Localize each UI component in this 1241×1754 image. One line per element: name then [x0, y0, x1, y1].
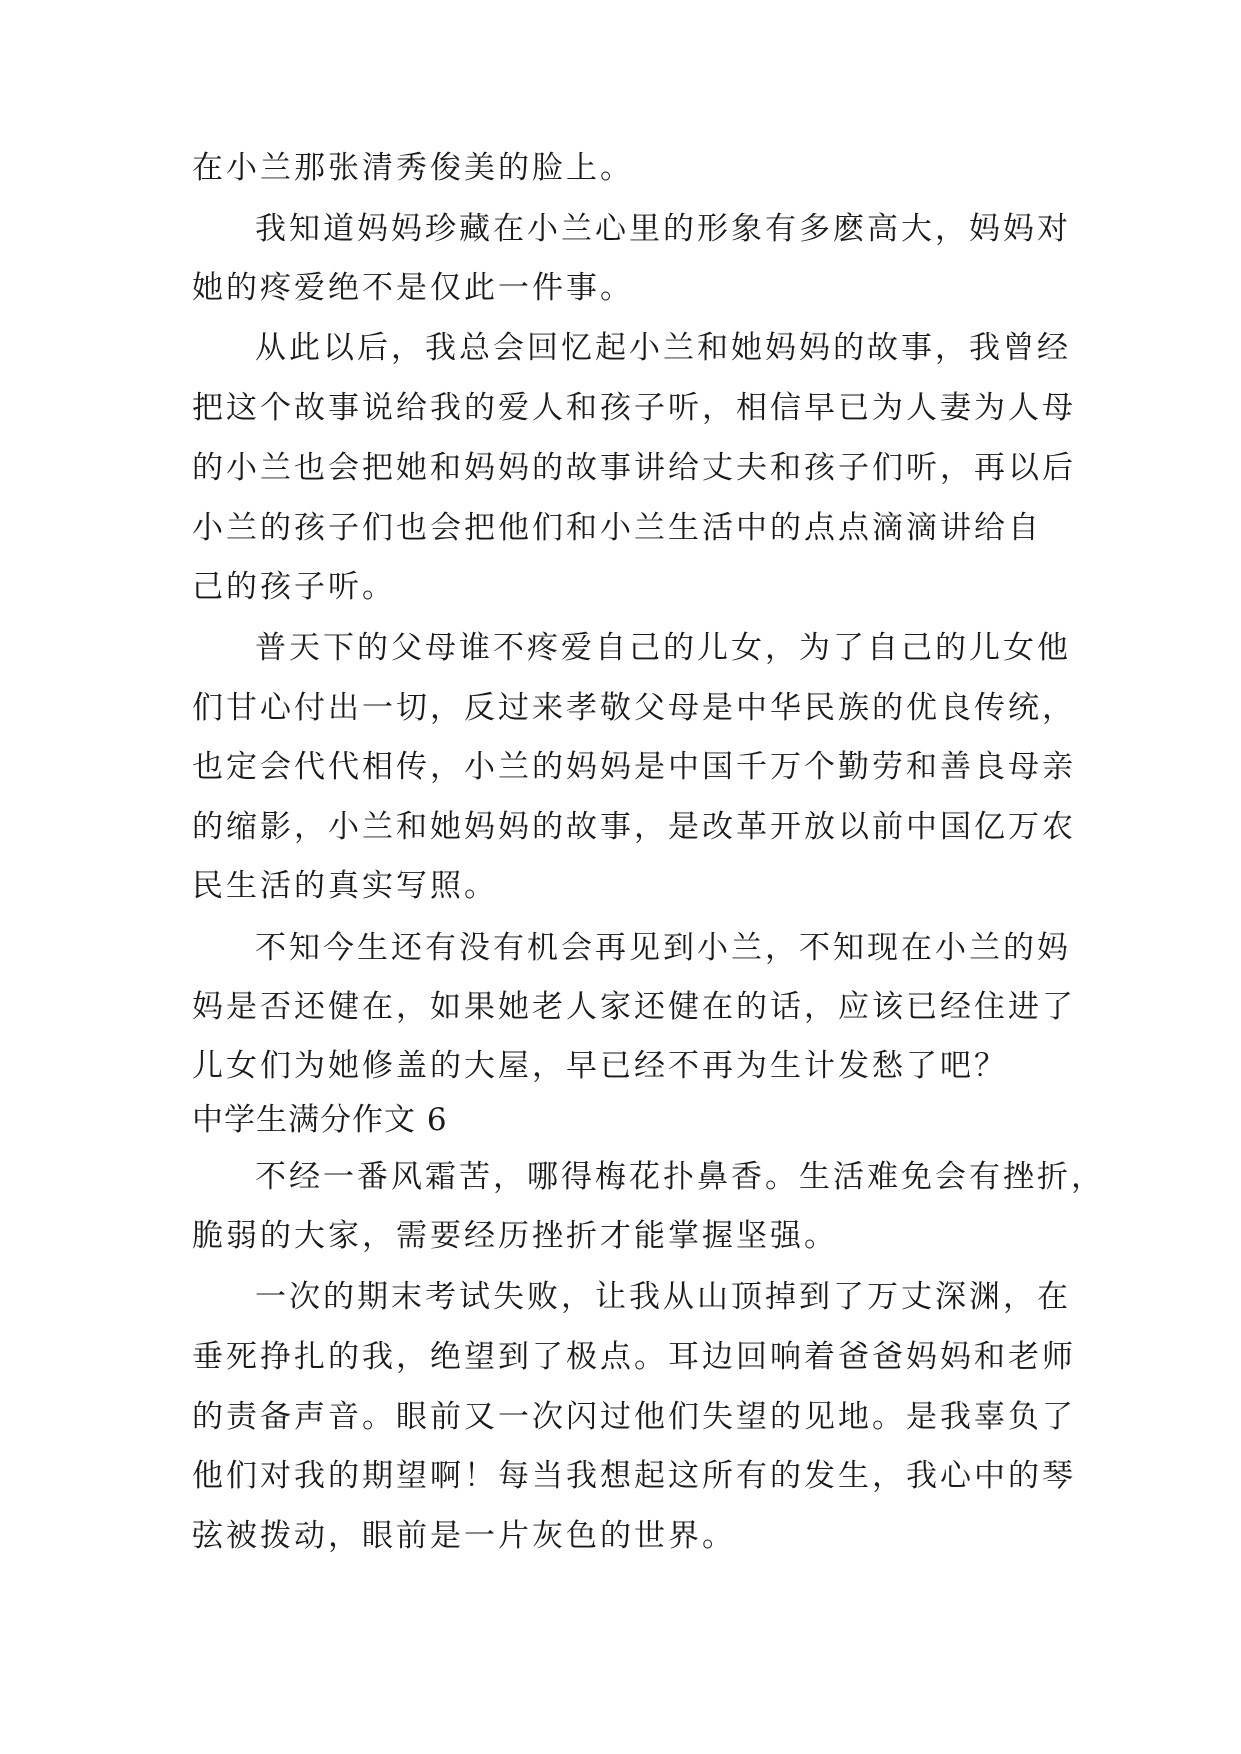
text-line: 弦被拨动，眼前是一片灰色的世界。	[192, 1518, 736, 1554]
section-heading: 中学生满分作文 6	[192, 1102, 448, 1138]
text-line: 脆弱的大家，需要经历挫折才能掌握坚强。	[192, 1218, 838, 1254]
text-line: 的小兰也会把她和妈妈的故事讲给丈夫和孩子们听，再以后	[192, 450, 1076, 486]
text-line: 他们对我的期望啊！每当我想起这所有的发生，我心中的琴	[192, 1458, 1076, 1494]
paragraph-first-line: 不经一番风霜苦，哪得梅花扑鼻香。生活难免会有挫折，	[255, 1159, 1105, 1195]
paragraph-first-line: 一次的期末考试失败，让我从山顶掉到了万丈深渊，在	[255, 1279, 1071, 1315]
text-line: 的缩影，小兰和她妈妈的故事，是改革开放以前中国亿万农	[192, 809, 1076, 845]
paragraph-first-line: 不知今生还有没有机会再见到小兰，不知现在小兰的妈	[255, 930, 1071, 966]
text-line: 在小兰那张清秀俊美的脸上。	[192, 150, 634, 186]
text-line: 的责备声音。眼前又一次闪过他们失望的见地。是我辜负了	[192, 1399, 1076, 1435]
text-line: 也定会代代相传，小兰的妈妈是中国千万个勤劳和善良母亲	[192, 749, 1076, 785]
text-line: 她的疼爱绝不是仅此一件事。	[192, 270, 634, 306]
text-line: 小兰的孩子们也会把他们和小兰生活中的点点滴滴讲给自	[192, 510, 1042, 546]
paragraph-first-line: 普天下的父母谁不疼爱自己的儿女，为了自己的儿女他	[255, 630, 1071, 666]
text-line: 们甘心付出一切，反过来孝敬父母是中华民族的优良传统，	[192, 690, 1076, 726]
text-line: 儿女们为她修盖的大屋，早已经不再为生计发愁了吧？	[192, 1048, 1008, 1084]
text-line: 妈是否还健在，如果她老人家还健在的话，应该已经住进了	[192, 989, 1076, 1025]
text-line: 把这个故事说给我的爱人和孩子听，相信早已为人妻为人母	[192, 390, 1076, 426]
text-line: 民生活的真实写照。	[192, 868, 498, 904]
paragraph-first-line: 从此以后，我总会回忆起小兰和她妈妈的故事，我曾经	[255, 330, 1071, 366]
text-line: 垂死挣扎的我，绝望到了极点。耳边回响着爸爸妈妈和老师	[192, 1339, 1076, 1375]
text-line: 己的孩子听。	[192, 569, 396, 605]
paragraph-first-line: 我知道妈妈珍藏在小兰心里的形象有多麽高大，妈妈对	[255, 211, 1071, 247]
